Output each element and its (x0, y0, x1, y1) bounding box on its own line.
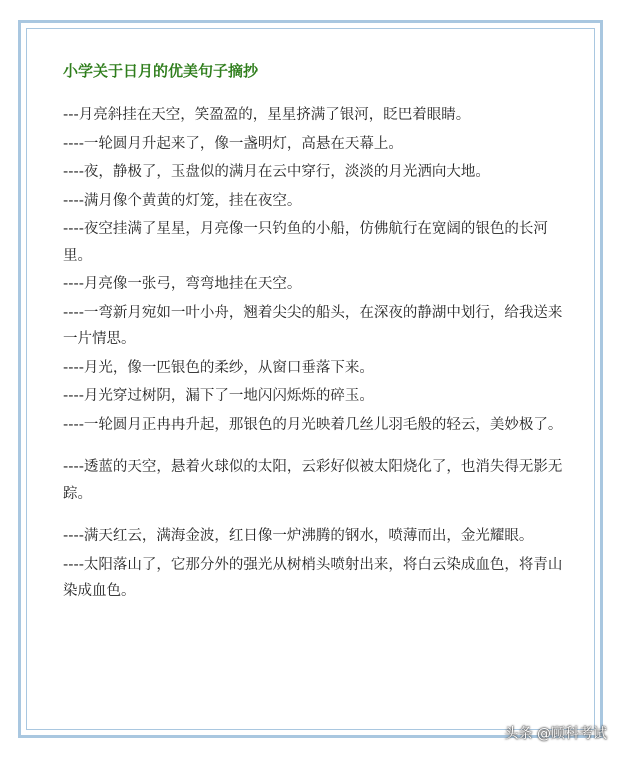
sentence-9: ----月光穿过树阴，漏下了一地闪闪烁烁的碎玉。 (63, 388, 374, 404)
sentence-10: ----一轮圆月正冉冉升起，那银色的月光映着几丝儿羽毛般的轻云，美妙极了。 (63, 416, 563, 433)
sentence-5: ----夜空挂满了星星，月亮像一只钓鱼的小船，仿佛航行在宽阔的银色的长河里。 (63, 221, 548, 264)
sentence-12: ----满天红云，满海金波，红日像一炉沸腾的钢水，喷薄而出，金光耀眼。 (63, 528, 534, 544)
watermark: 头条 @顾科考试 (504, 726, 607, 742)
sentence-11: ----透蓝的天空，悬着火球似的太阳，云彩好似被太阳烧化了，也消失得无影无踪。 (63, 459, 563, 502)
sentence-13: ----太阳落山了，它那分外的强光从树梢头喷射出来，将白云染成血色，将青山染成血色。 (63, 556, 563, 599)
sentence-4: ----满月像个黄黄的灯笼，挂在夜空。 (63, 192, 302, 209)
sentence-2: ----一轮圆月升起来了，像一盏明灯，高悬在天幕上。 (63, 135, 403, 152)
sentence-7: ----一弯新月宛如一叶小舟，翘着尖尖的船头，在深夜的静湖中划行，给我送来一片情思。 (63, 304, 563, 347)
document-content (63, 58, 563, 607)
sentence-1: ---月亮斜挂在天空，笑盈盈的，星星挤满了银河，眨巴着眼睛。 (63, 107, 471, 123)
sentence-3: ----夜，静极了，玉盘似的满月在云中穿行，淡淡的月光洒向大地。 (63, 164, 490, 180)
sentence-8: ----月光，像一匹银色的柔纱，从窗口垂落下来。 (63, 359, 374, 376)
sentence-6: ----月亮像一张弓，弯弯地挂在天空。 (63, 276, 302, 292)
page-title: 小学关于日月的优美句子摘抄 (63, 62, 259, 80)
